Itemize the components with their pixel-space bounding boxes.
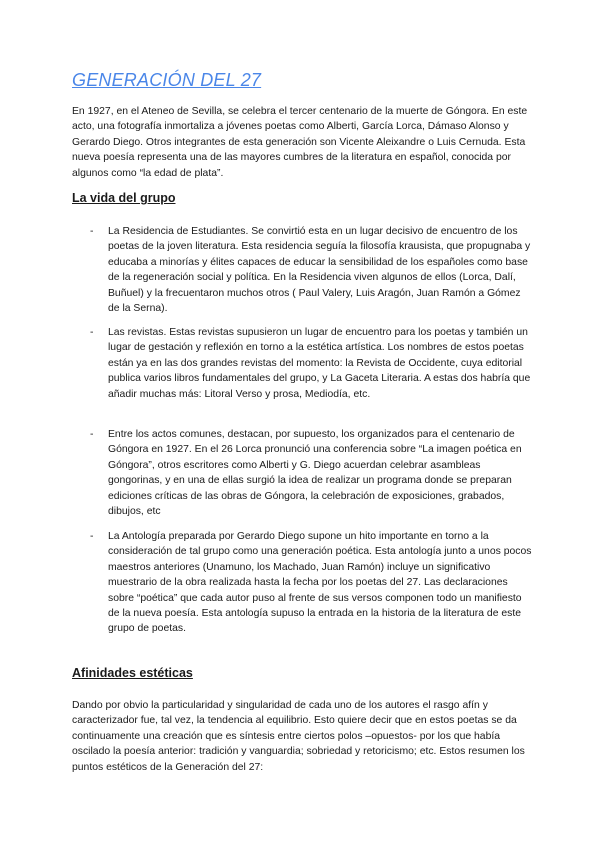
bullet-dash: - <box>90 531 94 542</box>
afinidades-paragraph: Dando por obvio la particularidad y singularidad de cada uno de los autores el rasgo afín y caracterizador fue, tal vez, la tendencia al equilibrio. Esto quiere decir que en estos poetas se da continuamente una creación que es síntesis entre ciertos polos –opuestos- por los que había oscilado la poesía anterior: tradición y vanguardia; sobriedad y retoricismo; etc. Estos resumen los puntos estéticos de la Generación del 27: <box>72 700 525 773</box>
page-title: GENERACIÓN DEL 27 <box>72 70 262 90</box>
bullet-dash: - <box>90 327 94 338</box>
intro-paragraph: En 1927, en el Ateneo de Sevilla, se celebra el tercer centenario de la muerte de Góngora. En este acto, una fotografía inmortaliza a jóvenes poetas como Alberti, García Lorca, Dámaso Alonso y Gerardo Diego. Otros integrantes de esta generación son Vicente Aleixandre o Luis Cernuda. Esta nueva poesía representa una de las mayores cumbres de la literatura en español, conocida por algunos como “la edad de plata”. <box>72 106 528 179</box>
section-heading-afinidades: Afinidades estéticas <box>72 666 193 680</box>
list-item-text: La Residencia de Estudiantes. Se convirtió esta en un lugar decisivo de encuentro de los poetas de la joven literatura. Esta residencia seguía la filosofía krausista, que propugnaba y educaba a minorías y élites capaces de educar la sensibilidad de los españoles como base de la regeneración social y política. En la Residencia viven algunos de ellos (Lorca, Dalí, Buñuel) y la frecuentaron muchos otros ( Paul Valery, Luis Aragón, Juan Ramón a Gómez de la Serna). <box>108 226 531 315</box>
section-heading-vida: La vida del grupo <box>72 191 176 205</box>
list-item-text: Las revistas. Estas revistas supusieron un lugar de encuentro para los poetas y también un lugar de gestación y reflexión en torno a la estética artística. Los nombres de estos poetas están ya en las dos grandes revistas del momento: la Revista de Occidente, cuya editorial publica varios libros fundamentales del grupo, y La Gaceta Literaria. A estas dos habría que añadir muchas más: Litoral Verso y prosa, Mediodía, etc. <box>108 327 531 400</box>
bullet-dash: - <box>90 429 94 440</box>
list-item-text: Entre los actos comunes, destacan, por supuesto, los organizados para el centenario de Góngora en 1927. En el 26 Lorca pronunció una conferencia sobre “La imagen poética en Góngora”, otros escritores como Alberti y G. Diego acuerdan celebrar asambleas gongorinas, y en una de ellas surgió la idea de realizar un programa donde se preparan ediciones críticas de las obras de Góngora, la celebración de exposiciones, grabados, dibujos, etc <box>108 429 522 518</box>
list-item-text: La Antología preparada por Gerardo Diego supone un hito importante en torno a la consideración de tal grupo como una generación poética. Esta antología junto a unos pocos maestros anteriores (Unamuno, los Machado, Juan Ramón) incluye un significativo muestrario de la obra realizada hasta la fecha por los poetas del 27. Las declaraciones sobre “poética” que cada autor puso al frente de sus versos componen todo un manifiesto de la nueva poesía. Esta antología supuso la entrada en la historia de la literatura de este grupo de poetas. <box>108 531 532 635</box>
bullet-dash: - <box>90 226 94 237</box>
